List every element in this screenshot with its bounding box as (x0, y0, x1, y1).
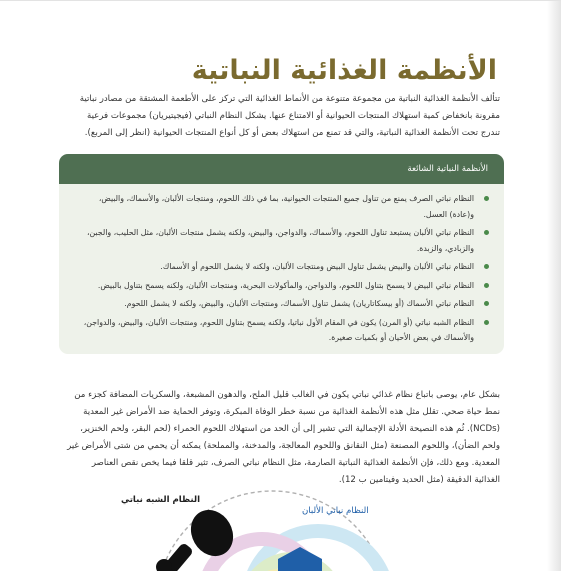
intro-paragraph: تتألف الأنظمة الغذائية النباتية من مجموعة متنوعة من الأنماط الغذائية التي تركز على الأطعمة المشتقة من مصادر نباتية مقرونة بانخفاض كمية استهلاك المنتجات الحيوانية أو الامتناع عنها. يشكل النظام النباتي (فيجيتيريان) مجموعات فرعية تندرج تحت الأنظمة الغذائية النباتية، والتي قد تمنع من استهلاك بعض أو كل أنواع المنتجات الحيوانية (انظر إلى المربع). (79, 94, 500, 138)
page-title: الأنظمة الغذائية النباتية (191, 55, 497, 87)
list-item (74, 296, 490, 312)
bullet-icon (484, 264, 489, 269)
info-box-list (74, 191, 490, 349)
bullet-icon (484, 196, 489, 201)
list-item (74, 278, 490, 294)
list-item-text: النظام نباتي الألبان والبيض يشمل تناول البيض ومنتجات الألبان، ولكنه لا يشمل اللحوم أو الأسماك. (160, 262, 474, 271)
list-item (74, 225, 490, 256)
bullet-icon (484, 230, 489, 235)
list-item-text: النظام نباتي الألبان يستبعد تناول اللحوم، والأسماك، والدواجن، والبيض، ولكنه يشمل منتجات الألبان، مثل الحليب، والجبن، والزبادي، والزبدة. (86, 228, 474, 253)
list-item (74, 191, 490, 222)
info-box (59, 154, 504, 354)
list-item (74, 315, 490, 346)
drumstick-icon (156, 502, 241, 571)
diet-diagram-graphic (0, 479, 561, 571)
list-item-text: النظام نباتي الأسماك (أو بيسكاتاريان) يشمل تناول الأسماك، ومنتجات الألبان، والبيض، ولكنه لا يشمل اللحوم. (124, 299, 474, 308)
list-item (74, 259, 490, 275)
info-box-header: الأنظمة النباتية الشائعة (59, 154, 504, 184)
lacto-vegetarian-label: النظام نباتي الألبان (302, 506, 369, 516)
body-paragraph: بشكل عام، يوصى باتباع نظام غذائي نباتي يكون في الغالب قليل الملح، والدهون المشبعة، والسكريات المضافة كجزء من نمط حياة صحي. تقلل مثل هذه الأنظمة الغذائية من نسبة خطر الوفاة المبكرة، وتوفر الحماية ضد الأمراض غير المعدية (NCDs). ثُم هذه النصيحة الأدلة الإجمالية التي تشير إلى أن الحد من استهلاك اللحوم الحمراء (لحم البقر، ولحم الخنزير، ولحم الضأن)، واللحوم المصنعة (مثل النقانق واللحوم المعالجة، والمدخنة، والمملحة) يمكنه أن يحمي من شتى الأمراض غير المعدية. ومع ذلك، فإن الأنظمة الغذائية النباتية الصارمة، مثل النظام نباتي الصرف، تثير قلقا فيما يخص نقص العناصر الغذائية الدقيقة (مثل الحديد وفيتامين ب 12). (67, 390, 500, 485)
list-item-text: النظام نباتي البيض لا يسمح بتناول اللحوم، والدواجن، والمأكولات البحرية، ومنتجات الألبان، ولكنه يسمح بتناول بالبيض. (97, 280, 474, 290)
bullet-icon (484, 283, 489, 288)
diet-diagram (0, 479, 561, 571)
semi-vegetarian-label: النظام الشبه نباتي (121, 495, 201, 505)
list-item-text: النظام نباتي الصرف يمنع من تناول جميع المنتجات الحيوانية، بما في ذلك اللحوم، ومنتجات الألبان، والأسماك، والبيض، و(عادة) العسل. (98, 194, 474, 219)
list-item-text: النظام الشبه نباتي (أو المرن) يكون في المقام الأول نباتيا، ولكنه يسمح بتناول اللحوم، ومنتجات الألبان، والبيض، والدواجن، والأسماك في بعض الأحيان أو بكميات صغيرة. (83, 317, 474, 342)
bullet-icon (484, 320, 489, 325)
bullet-icon (484, 301, 489, 306)
